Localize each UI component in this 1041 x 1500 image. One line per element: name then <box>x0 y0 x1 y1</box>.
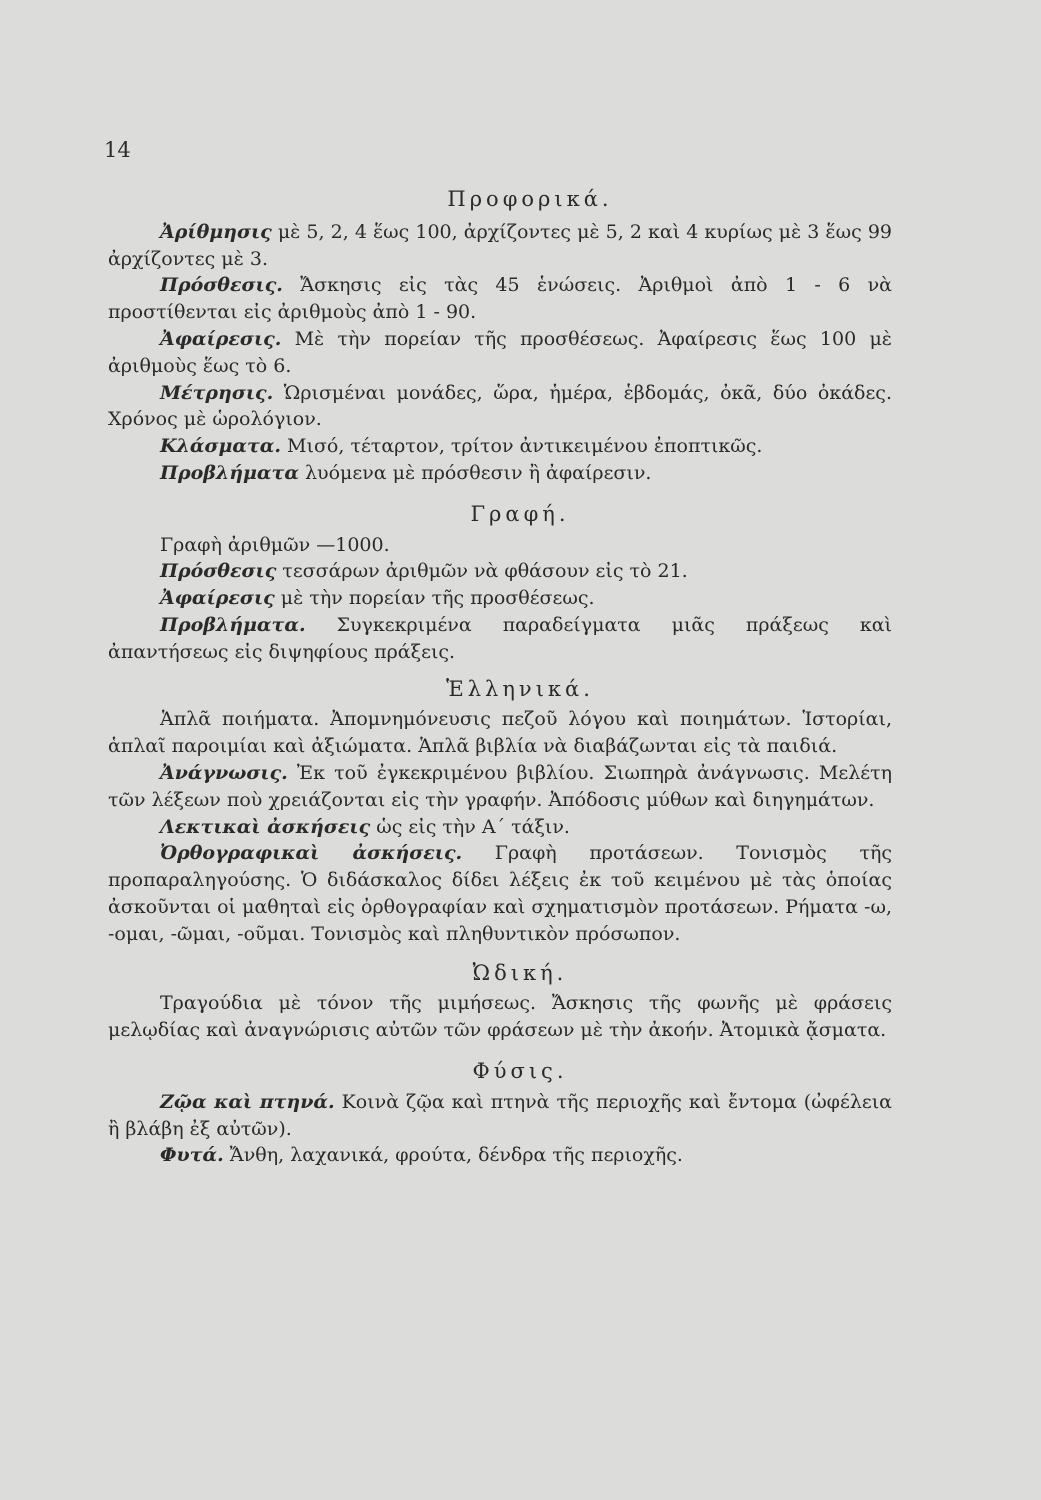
paragraph <box>108 272 892 326</box>
paragraph-text: τεσσάρων ἀριθμῶν νὰ φθάσουν εἰς τὸ 21. <box>276 560 688 583</box>
paragraph <box>108 460 892 487</box>
term: Πρόσθεσις <box>160 560 277 583</box>
paragraph-text: Ἐκ τοῦ ἐγκεκριμένου βιβλίου. Σιωπηρὰ ἀνάγνωσις. Μελέτη τῶν λέξεων ποὺ χρειάζονται εἰς τὴν γραφήν. Ἀπόδοσις μύθων καὶ διηγημάτων. <box>108 761 892 811</box>
paragraph-text: Ἁπλᾶ ποιήματα. Ἀπομνημόνευσις πεζοῦ λόγου καὶ ποιημάτων. Ἱστορίαι, ἁπλαῖ παροιμίαι καὶ ἀξιώματα. Ἁπλᾶ βιβλία νὰ διαβάζωνται εἰς τὰ παιδιά. <box>108 708 892 758</box>
paragraph-text: μὲ 5, 2, 4 ἕως 100, ἀρχίζοντες μὲ 5, 2 καὶ 4 κυρίως μὲ 3 ἕως 99 ἀρχίζοντες μὲ 3. <box>108 220 892 270</box>
term: Μέτρησις. <box>160 381 274 404</box>
paragraph-text: Γραφὴ ἀριθμῶν —1000. <box>160 533 390 556</box>
paragraph <box>108 558 892 585</box>
paragraph-text: Γραφὴ προτάσεων. Τονισμὸς τῆς προπαραληγούσης. Ὁ διδάσκαλος δίδει λέξεις ἐκ τοῦ κειμένου μὲ τὰς ὁποίας ἀσκοῦνται οἱ μαθηταὶ εἰς ὀρθογραφίαν καὶ σχηματισμὸν προτάσεων. Ρήματα -ω, -ομαι, -ῶμαι, -οῦμαι. Τονισμὸς καὶ πληθυντικὸν πρόσωπον. <box>108 842 892 945</box>
section-heading: Ἑλληνικά. <box>446 676 594 701</box>
paragraph-text: Συγκεκριμένα παραδείγματα μιᾶς πράξεως καὶ ἀπαντήσεως εἰς διψηφίους πράξεις. <box>108 613 892 663</box>
term: Ἀρίθμησις <box>160 220 272 243</box>
paragraph <box>108 326 892 380</box>
term: Λεκτικαὶ ἀσκήσεις <box>160 815 371 838</box>
paragraph <box>108 1142 892 1169</box>
term: Ἀνάγνωσις. <box>160 761 288 784</box>
term: Ὀρθογραφικαὶ ἀσκήσεις. <box>160 842 463 865</box>
paragraph <box>108 840 892 947</box>
term: Προβλήματα <box>160 461 299 484</box>
term: Ζῷα καὶ πτηνά. <box>160 1090 335 1113</box>
paragraph-text: Τραγούδια μὲ τόνον τῆς μιμήσεως. Ἄσκησις τῆς φωνῆς μὲ φράσεις μελῳδίας καὶ ἀναγνώρισις αὐτῶν τῶν φράσεων μὲ τὴν ἀκοήν. Ἀτομικὰ ᾄσματα. <box>108 992 892 1042</box>
page-number: 14 <box>104 138 131 162</box>
paragraph-text: Ὡρισμέναι μονάδες, ὥρα, ἡμέρα, ἑβδομάς, ὀκᾶ, δύο ὀκάδες. Χρόνος μὲ ὡρολόγιον. <box>108 381 892 431</box>
term: Ἀφαίρεσις <box>160 587 275 610</box>
term: Φυτά. <box>160 1144 224 1167</box>
paragraph <box>108 1089 892 1143</box>
paragraph <box>108 219 892 273</box>
paragraph <box>108 532 892 559</box>
section-heading: Γραφή. <box>470 501 570 526</box>
section-heading: Προφορικά. <box>447 187 613 211</box>
term: Πρόσθεσις. <box>160 274 283 297</box>
paragraph-text: Μὲ τὴν πορείαν τῆς προσθέσεως. Ἀφαίρεσις ἕως 100 μὲ ἀριθμοὺς ἕως τὸ 6. <box>108 327 892 377</box>
paragraph <box>108 990 892 1044</box>
page-body <box>108 186 892 1169</box>
section-heading: Φύσις. <box>472 1058 568 1083</box>
section-heading: Ὠδική. <box>472 960 568 985</box>
term: Ἀφαίρεσις. <box>160 327 282 350</box>
term: Κλάσματα. <box>160 435 282 458</box>
paragraph-text: λυόμενα μὲ πρόσθεσιν ἢ ἀφαίρεσιν. <box>298 461 652 484</box>
paragraph <box>108 814 892 841</box>
paragraph <box>108 760 892 814</box>
paragraph-text: Κοινὰ ζῷα καὶ πτηνὰ τῆς περιοχῆς καὶ ἔντομα (ὠφέλεια ἢ βλάβη ἐξ αὐτῶν). <box>108 1090 892 1140</box>
paragraph-text: μὲ τὴν πορείαν τῆς προσθέσεως. <box>274 587 595 610</box>
paragraph-text: ὡς εἰς τὴν Α΄ τάξιν. <box>370 815 570 838</box>
term: Προβλήματα. <box>160 613 306 636</box>
paragraph <box>108 706 892 760</box>
paragraph <box>108 585 892 612</box>
paragraph-text: Ἄνθη, λαχανικά, φρούτα, δένδρα τῆς περιοχῆς. <box>223 1144 683 1167</box>
paragraph <box>108 380 892 434</box>
paragraph <box>108 433 892 460</box>
paragraph <box>108 612 892 666</box>
paragraph-text: Ἄσκησις εἰς τὰς 45 ἑνώσεις. Ἀριθμοὶ ἀπὸ 1 - 6 νὰ προστίθενται εἰς ἀριθμοὺς ἀπὸ 1 - 90. <box>108 274 892 324</box>
paragraph-text: Μισό, τέταρτον, τρίτον ἀντικειμένου ἐποπτικῶς. <box>281 435 763 458</box>
